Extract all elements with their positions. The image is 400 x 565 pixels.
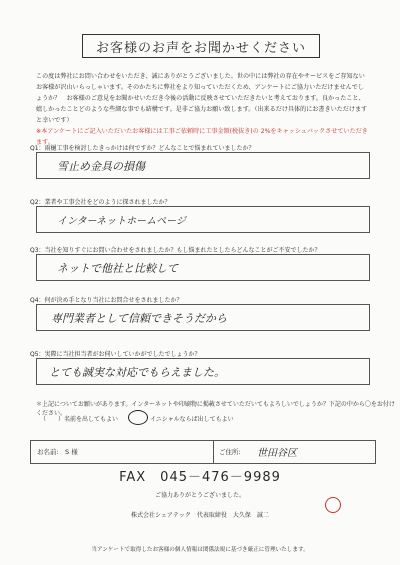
- fax-number: FAX 045－476－9989: [119, 470, 281, 485]
- row-divider: [213, 441, 214, 463]
- answer-2: インターネットホームページ: [57, 216, 186, 227]
- answer-box-4: [36, 304, 370, 331]
- question-3-label: Q3：当社を知りすぐにお問い合わせをされましたか？もし悩まれたとしたらどんなことがご不安でしたか？: [30, 247, 321, 254]
- name-label: お名前:: [37, 448, 59, 456]
- answer-box-1: [36, 152, 370, 179]
- cashback-note: ※本アンケートにご記入いただいたお客様には工事ご依頼時に工事金額(税抜き)の 2%をキャッシュバックさせていただきます。: [36, 128, 368, 146]
- publication-request: ＊上記についてお願いがあります。インターネットや印刷物に掲載させていただいてもよろしいでしょうか？下記の中から〇をお付けください。: [36, 401, 395, 417]
- answer-box-5: [36, 358, 370, 385]
- name-address-row: [30, 440, 376, 464]
- answer-4: 専門業者として信頼できそうだから: [51, 312, 227, 325]
- address-value: 世田谷区: [257, 448, 297, 459]
- question-5-label: Q5：実際に当社担当者がお伺いしていかがでしたでしょうか？: [30, 351, 201, 358]
- selected-circle-mark: [128, 410, 148, 425]
- intro-text: [36, 71, 370, 148]
- answer-1: 雪止め金具の損傷: [57, 160, 145, 173]
- intro-body: この度は弊社にお問い合わせをいただき、誠にありがとうございました。世の中には弊社の存在やサービスをご存知ないお客様が沢山いらっしゃいます。そのかたちに弊社をより知っていただくため、アンケートにご協力いただけませんでしょうか？ お客様のご意見をお聞かせいただき今後の活動に反映させていただきたいと考えております。良かったこと、嬉しかったことどのような些細な事でも結構です。是非ご協力お願い致します。（出来るだけ具体的にお書きいただけますと幸いです）: [36, 73, 368, 124]
- answer-box-3: [36, 254, 370, 281]
- privacy-notice: 当アンケートで取得したお客様の個人情報は関係法規に基づき厳正に管理いたします。: [91, 547, 309, 553]
- option-name-ok[interactable]: （ ）名前を出してもよい: [40, 416, 119, 423]
- page-title: お客様のお声をお聞かせください: [82, 34, 320, 58]
- name-value: S 様: [65, 448, 78, 456]
- thanks-text: ご協力ありがとうございました。: [154, 492, 245, 499]
- question-4-label: Q4：何が決め手となり当社にお問合せをされましたか？: [30, 297, 183, 304]
- seal-stamp: [325, 497, 341, 513]
- question-2-label: Q2：業者や工事会社をどのように探されましたか？: [30, 199, 171, 206]
- answer-box-2: [36, 206, 370, 233]
- option-initial-ok[interactable]: イニシャルならば出してもよい: [150, 416, 234, 423]
- address-label: ご住所:: [219, 448, 241, 456]
- answer-5: とても誠実な対応でもらえました。: [49, 366, 225, 379]
- company-line: 株式会社シェアテック 代表取締役 大久保 誠二: [131, 512, 269, 519]
- question-1-label: Q1：雨樋工事を検討したきっかけは何ですか？どんなことで悩まれていましたか？: [30, 145, 255, 152]
- answer-3: ネットで他社と比較して: [57, 262, 178, 275]
